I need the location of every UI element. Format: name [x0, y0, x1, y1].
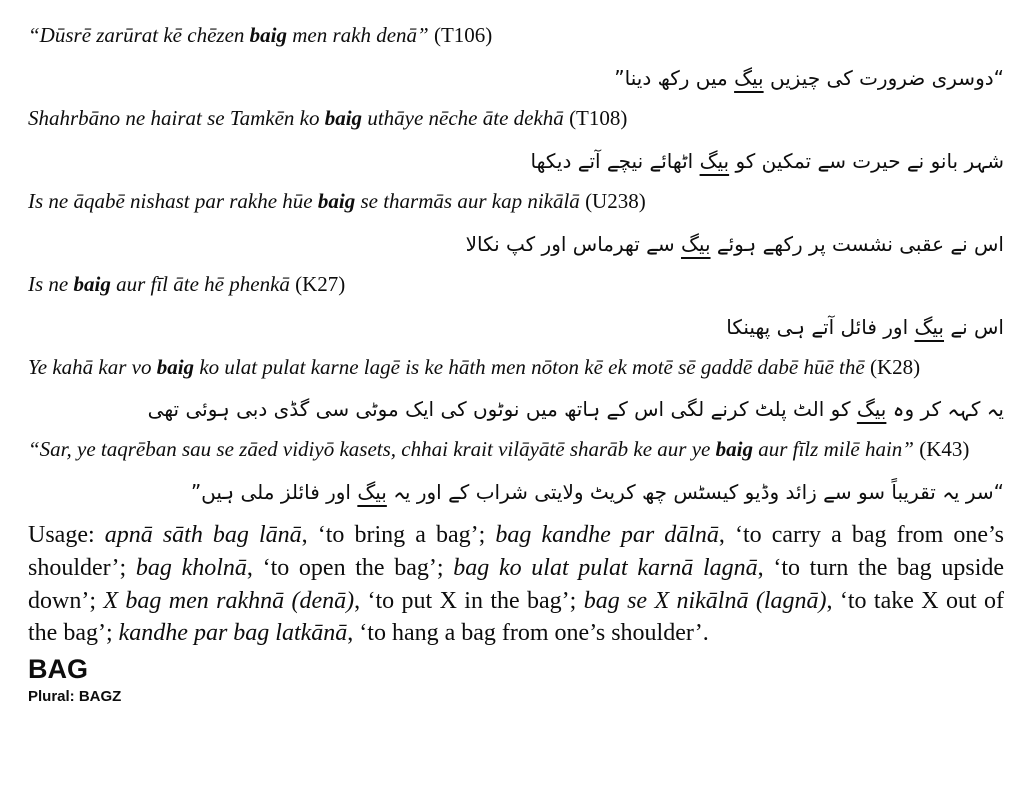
baig-urdu-word: بیگ: [856, 397, 887, 422]
baig-keyword: baig: [317, 188, 356, 213]
transliteration-line-3: [28, 188, 1004, 215]
usage-gloss: , ‘to bring a bag’;: [301, 522, 496, 549]
urdu-post: اور فائلز ملی ہیں”: [190, 480, 358, 505]
latin-post: men rakh denā”: [286, 23, 429, 47]
baig-keyword: baig: [249, 23, 287, 47]
urdu-pre: یہ کہہ کر وہ: [886, 397, 1004, 422]
urdu-post: اور فائل آتے ہی پھینکا: [726, 314, 915, 339]
urdu-line-4: [28, 306, 1004, 348]
baig-keyword: baig: [156, 354, 195, 379]
usage-phrase: bag se X nikālnā (lagnā): [583, 587, 827, 614]
urdu-post: اٹھائے نیچے آتے دیکھا: [530, 148, 700, 173]
usage-phrase: bag kholnā: [135, 554, 247, 581]
source-reference: (T106): [428, 23, 493, 47]
baig-keyword: baig: [73, 271, 111, 296]
urdu-line-1: [28, 57, 1004, 99]
usage-gloss: , ‘to open the bag’;: [246, 554, 454, 581]
latin-pre: Shahrbāno ne hairat se Tamkēn ko: [28, 105, 325, 130]
urdu-pre: اس نے: [944, 314, 1004, 339]
latin-pre: “Dūsrē zarūrat kē chēzen: [28, 23, 250, 47]
baig-urdu-word: بیگ: [357, 480, 387, 505]
baig-urdu-word: بیگ: [734, 65, 764, 90]
latin-pre: “Sar, ye taqrēban sau se zāed vidiyō kasets, chhai krait vilāyātē sharāb ke aur ye: [28, 437, 716, 462]
urdu-pre: “سر یہ تقریباً سو سے زائد وڈیو کیسٹس چھ کریٹ ولایتی شراب کے اور یہ: [386, 480, 1004, 505]
source-reference: (K28): [864, 354, 921, 379]
source-reference: (K27): [289, 271, 346, 296]
latin-pre: Ye kahā kar vo: [28, 354, 157, 379]
baig-keyword: baig: [324, 105, 363, 130]
transliteration-line-4: [28, 271, 1004, 298]
baig-urdu-word: بیگ: [681, 231, 711, 256]
baig-keyword: baig: [715, 437, 753, 462]
latin-post: uthāye nēche āte dekhā: [362, 105, 564, 130]
usage-phrase: X bag men rakhnā (denā): [103, 587, 355, 614]
transliteration-line-5: [28, 354, 1004, 381]
plural-note: Plural: BAGZ: [28, 687, 122, 705]
usage-gloss: , ‘to carry a bag from one’s shoulder’;: [28, 522, 1004, 581]
usage-paragraph: [28, 519, 1004, 650]
latin-pre: Is ne āqabē nishast par rakhe hūe: [28, 188, 318, 213]
usage-gloss: , ‘to turn the bag upside down’;: [28, 554, 1005, 614]
urdu-post: کو الٹ پلٹ کرنے لگی اس کے ہاتھ میں نوٹوں کی ایک موٹی سی گڈی دبی ہوئی تھی: [147, 397, 857, 422]
urdu-post: سے تھرماس اور کپ نکالا: [465, 231, 682, 256]
usage-phrase: bag kandhe par dālnā: [495, 522, 719, 549]
urdu-post: میں رکھ دینا”: [614, 65, 735, 90]
usage-label: Usage:: [28, 522, 105, 549]
usage-phrase: kandhe par bag latkānā: [118, 620, 348, 647]
urdu-line-2: [28, 140, 1004, 182]
latin-post: se tharmās aur kap nikālā: [355, 188, 580, 213]
baig-urdu-word: بیگ: [914, 314, 945, 339]
transliteration-line-2: [28, 105, 1004, 132]
source-reference: (K43): [914, 437, 970, 462]
source-reference: (T108): [563, 105, 628, 130]
transliteration-line-6: [28, 436, 1004, 463]
urdu-line-6: [28, 471, 1004, 513]
usage-gloss: , ‘to hang a bag from one’s shoulder’.: [347, 620, 709, 647]
latin-post: ko ulat pulat karne lagē is ke hāth men nōton kē ek motē sē gaddē dabē hūē thē: [194, 354, 865, 379]
usage-gloss: , ‘to put X in the bag’;: [354, 587, 584, 614]
latin-post: aur fīlz milē hain”: [752, 437, 914, 462]
urdu-pre: شہر بانو نے حیرت سے تمکین کو: [729, 148, 1004, 173]
urdu-line-3: [28, 223, 1004, 265]
usage-gloss: , ‘to take X out of the bag’;: [28, 587, 1005, 647]
source-reference: (U238): [579, 188, 646, 213]
latin-pre: Is ne: [28, 271, 74, 296]
usage-phrase: bag ko ulat pulat karnā lagnā: [453, 554, 758, 581]
urdu-pre: اس نے عقبی نشست پر رکھے ہوئے: [710, 231, 1004, 256]
usage-phrase: apnā sāth bag lānā: [104, 522, 302, 549]
latin-post: aur fīl āte hē phenkā: [110, 271, 290, 296]
urdu-line-5: [28, 388, 1004, 430]
urdu-pre: “دوسری ضرورت کی چیزیں: [763, 65, 1004, 90]
baig-urdu-word: بیگ: [699, 148, 730, 173]
headword: BAG: [28, 653, 88, 684]
transliteration-line-1: [28, 22, 1004, 49]
